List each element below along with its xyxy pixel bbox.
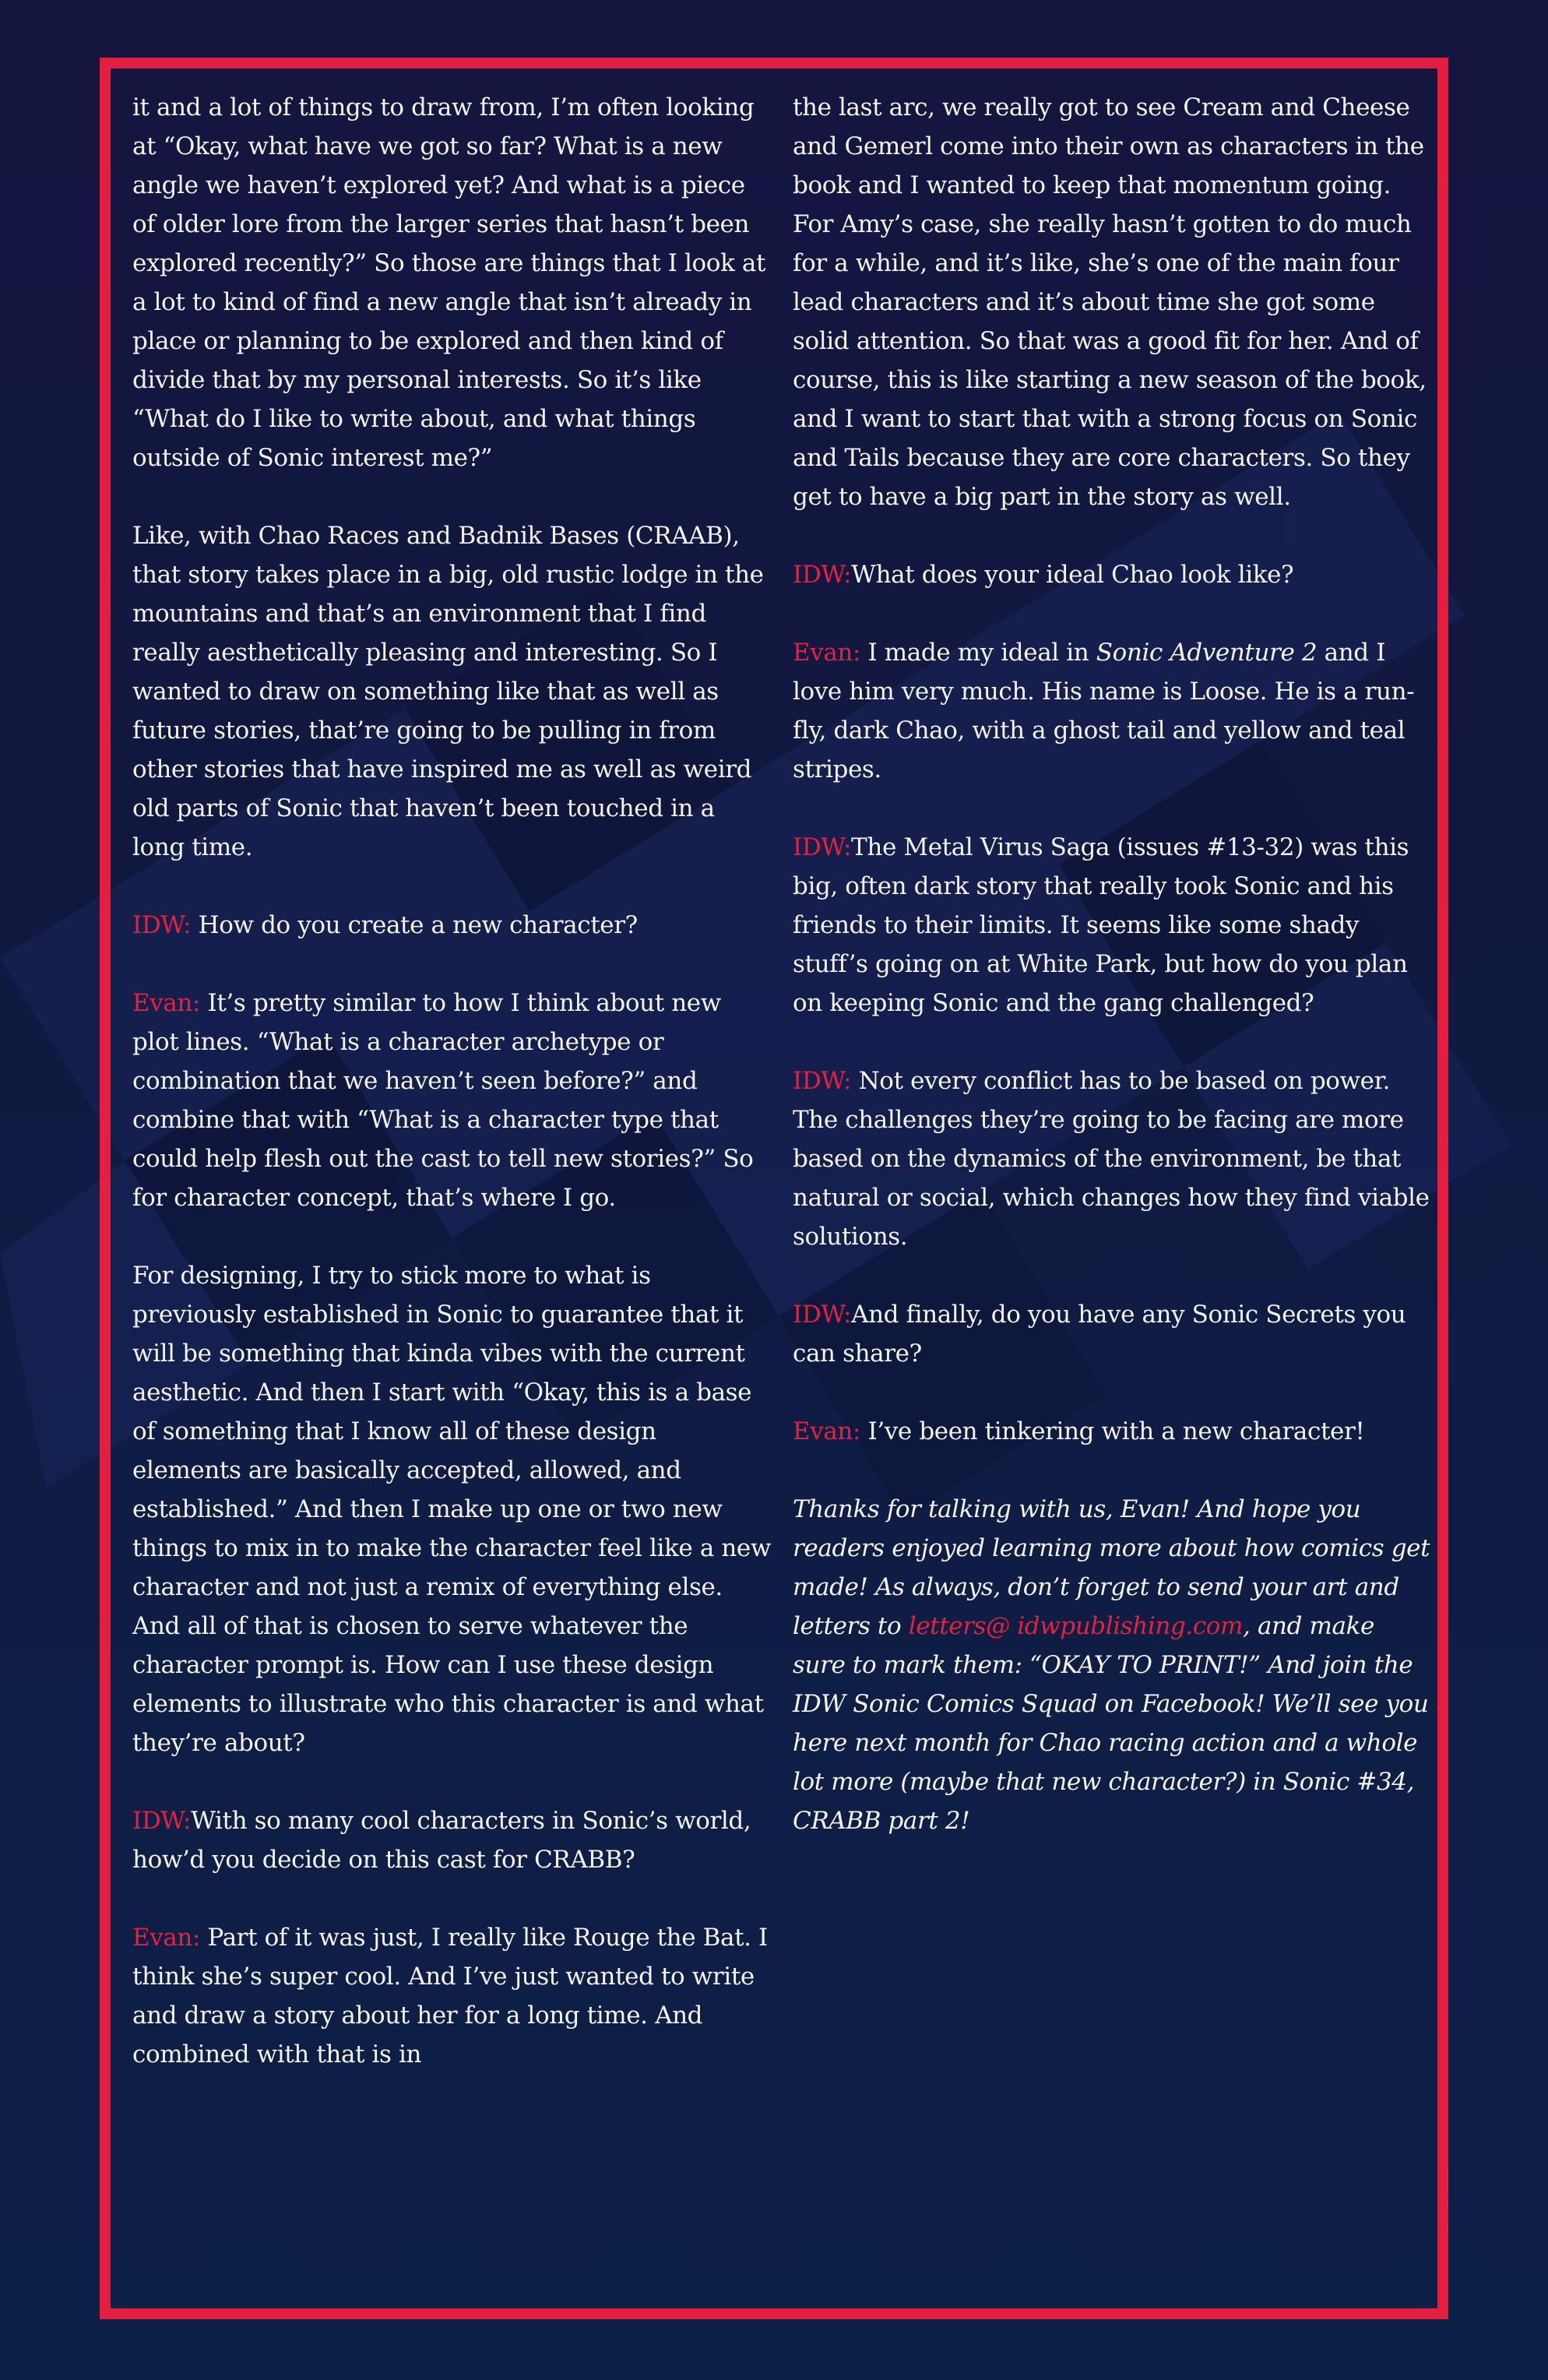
game-title: Sonic Adventure 2	[1096, 639, 1318, 667]
right-column	[793, 88, 1431, 1840]
speaker-label: Evan:	[132, 989, 201, 1017]
answer	[793, 1061, 1431, 1256]
speaker-label: IDW:	[793, 1067, 852, 1095]
speaker-label: IDW:	[132, 911, 192, 939]
answer-text: and I love him very much. His name is Loose. He is a run-fly, dark Chao, with a ghost tail and yellow and teal stripes.	[793, 639, 1415, 783]
speaker-label: IDW:	[793, 561, 852, 589]
question-text: What does your ideal Chao look like?	[851, 561, 1294, 589]
question	[793, 555, 1431, 594]
answer	[793, 633, 1431, 789]
question-text: How do you create a new character?	[191, 911, 638, 939]
answer-text: Not every conflict has to be based on power. The challenges they’re going to be facing are more based on the dynamics of the environment, be that natural or social, which changes how they find viable solutions.	[793, 1067, 1430, 1251]
speaker-label: Evan:	[132, 1924, 201, 1952]
question-text: The Metal Virus Saga (issues #13-32) was this big, often dark story that really took Sonic and his friends to their limits. It seems like some shady stuff’s going on at White Park, but how do you plan on keeping Sonic and the gang challenged?	[793, 833, 1409, 1017]
question-text: With so many cool characters in Sonic’s world, how’d you decide on this cast for CRABB?	[132, 1807, 751, 1874]
speaker-label: Evan:	[793, 639, 861, 667]
paragraph: it and a lot of things to draw from, I’m often looking at “Okay, what have we got so far? What is a new angle we haven’t explored yet? And what is a piece of older lore from the larger series that hasn’t been explored recently?” So those are things that I look at a lot to kind of find a new angle that isn’t already in place or planning to be explored and then kind of divide that by my personal interests. So it’s like “What do I like to write about, and what things outside of Sonic interest me?”	[132, 93, 766, 472]
speaker-label: IDW:	[793, 1301, 852, 1329]
paragraph: For designing, I try to stick more to what is previously established in Sonic to guarantee that it will be something that kinda vibes with the current aesthetic. And then I start with “Okay, this is a base of something that I know all of these design elements are basically accepted, allowed, and established.” And then I make up one or two new things to mix in to make the character feel like a new character and not just a remix of everything else. And all of that is chosen to serve whatever the character prompt is. How can I use these design elements to illustrate who this character is and what they’re about?	[132, 1262, 772, 1757]
answer	[132, 984, 771, 1217]
paragraph: the last arc, we really got to see Cream and Cheese and Gemerl come into their own as characters in the book and I wanted to keep that momentum going. For Amy’s case, she really hasn’t gotten to do much for a while, and it’s like, she’s one of the main four lead characters and it’s about time she got some solid attention. So that was a good fit for her. And of course, this is like starting a new season of the book, and I want to start that with a strong focus on Sonic and Tails because they are core characters. So they get to have a big part in the story as well.	[793, 93, 1427, 511]
question-text: And finally, do you have any Sonic Secrets you can share?	[793, 1301, 1406, 1368]
answer	[132, 1918, 771, 2074]
question	[793, 828, 1431, 1023]
left-column	[132, 88, 771, 2074]
answer-text: I’ve been tinkering with a new character!	[860, 1417, 1365, 1445]
closing-note	[793, 1490, 1431, 1840]
paragraph: Like, with Chao Races and Badnik Bases (CRAAB), that story takes place in a big, old rustic lodge in the mountains and that’s an environment that I find really aesthetically pleasing and interesting. So I wanted to draw on something like that as well as future stories, that’re going to be pulling in from other stories that have inspired me as well as weird old parts of Sonic that haven’t been touched in a long time.	[132, 522, 764, 861]
question	[132, 906, 771, 945]
question	[132, 1801, 771, 1879]
answer-text: It’s pretty similar to how I think about new plot lines. “What is a character archetype or combination that we haven’t seen before?” and combine that with “What is a character type that could help flesh out the cast to tell new stories?” So for character concept, that’s where I go.	[132, 989, 754, 1212]
closing-text: , and make sure to mark them: “OKAY TO PRINT!” And join the IDW Sonic Comics Squad on Facebook! We’ll see you here next month for Chao racing action and a whole lot more (maybe that new character?) in Sonic #34, CRABB part 2!	[793, 1612, 1429, 1835]
answer-text: I made my ideal in	[860, 639, 1096, 667]
answer	[793, 1412, 1431, 1451]
question	[793, 1295, 1431, 1373]
answer-text: Part of it was just, I really like Rouge the Bat. I think she’s super cool. And I’ve just wanted to write and draw a story about her for a long time. And combined with that is in	[132, 1924, 768, 2068]
speaker-label: IDW:	[793, 833, 852, 861]
speaker-label: IDW:	[132, 1807, 192, 1835]
email-link[interactable]: letters@ idwpublishing.com	[908, 1612, 1244, 1640]
closing-text: Thanks for talking with us, Evan! And hope you readers enjoyed learning more about how comics get made! As always, don’t forget to send your art and letters to	[793, 1495, 1430, 1640]
speaker-label: Evan:	[793, 1417, 861, 1445]
